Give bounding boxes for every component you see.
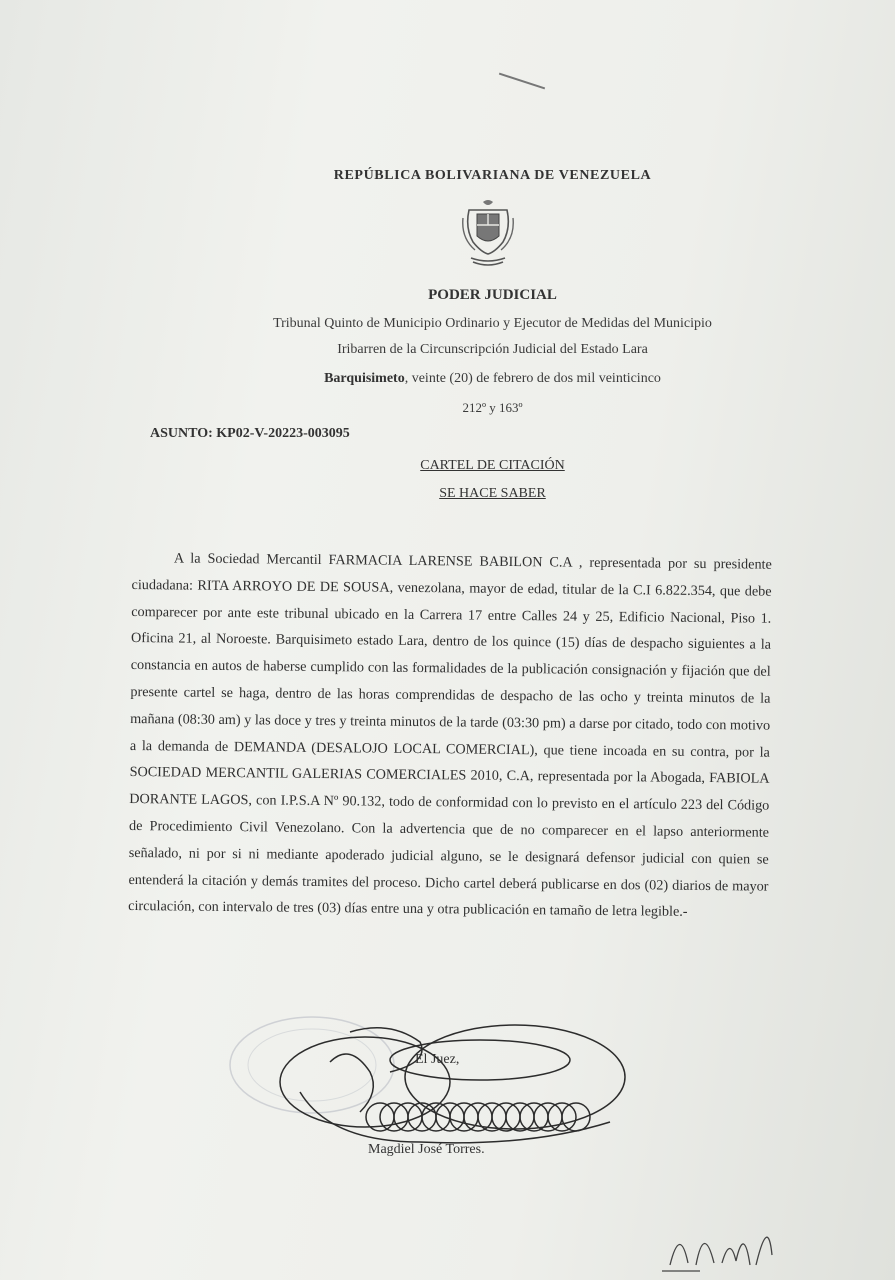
tribunal-line: Tribunal Quinto de Municipio Ordinario y Ejecutor de Medidas del Municipio <box>273 316 712 331</box>
pen-mark <box>499 73 545 90</box>
judge-title: El Juez, <box>415 1052 460 1067</box>
judge-name: Magdiel José Torres. <box>368 1142 485 1157</box>
city-name: Barquisimeto <box>324 371 405 386</box>
document-subtitle: SE HACE SABER <box>439 486 546 501</box>
circumscription-line: Iribarren de la Circunscripción Judicial del Estado Lara <box>337 342 648 357</box>
years-line: 212º y 163º <box>462 400 523 415</box>
poder-judicial-heading: PODER JUDICIAL <box>428 287 557 303</box>
case-number: ASUNTO: KP02-V-20223-003095 <box>150 426 350 441</box>
secretary-signature <box>660 1215 780 1275</box>
date-text: , veinte (20) de febrero de dos mil veinticinco <box>404 371 661 386</box>
republic-heading: REPÚBLICA BOLIVARIANA DE VENEZUELA <box>333 168 652 183</box>
date-line <box>0 371 895 387</box>
body-paragraph: A la Sociedad Mercantil FARMACIA LARENSE BABILON C.A , representada por su presidente ciudadana: RITA ARROYO DE DE SOUSA, venezolana, mayor de edad, titular de la C.I 6.822.354, que debe comparecer por ante este tribunal ubicado en la Carrera 17 entre Calles 24 y 25, Edificio Nacional, Piso 1. Oficina 21, al Noroeste. Barquisimeto estado Lara, dentro de los quince (15) días de despacho siguientes a la constancia en autos de haberse cumplido con las formalidades de la publicación consignación y fijación que del presente cartel se haga, dentro de las horas comprendidas de despacho de las ocho y treinta minutos de la mañana (08:30 am) y las doce y tres y treinta minutos de la tarde (03:30 pm) a darse por citado, todo con motivo a la demanda de DEMANDA (DESALOJO LOCAL COMERCIAL), que tiene incoada en su contra, por la SOCIEDAD MERCANTIL GALERIAS COMERCIALES 2010, C.A, representada por la Abogada, FABIOLA DORANTE LAGOS, con I.P.S.A Nº 90.132, todo de conformidad con lo previsto en el artículo 223 del Código de Procedimiento Civil Venezolano. Con la advertencia que de no comparecer en el lapso anteriormente señalado, ni por si ni mediante apoderado judicial alguno, se le designará defensor judicial con quien se entenderá la citación y demás tramites del proceso. Dicho cartel deberá publicarse en dos (02) diarios de mayor circulación, con intervalo de tres (03) días entre una y otra publicación en tamaño de letra legible.- <box>128 550 772 921</box>
document-title: CARTEL DE CITACIÓN <box>420 458 565 473</box>
coat-of-arms-icon <box>455 198 521 268</box>
